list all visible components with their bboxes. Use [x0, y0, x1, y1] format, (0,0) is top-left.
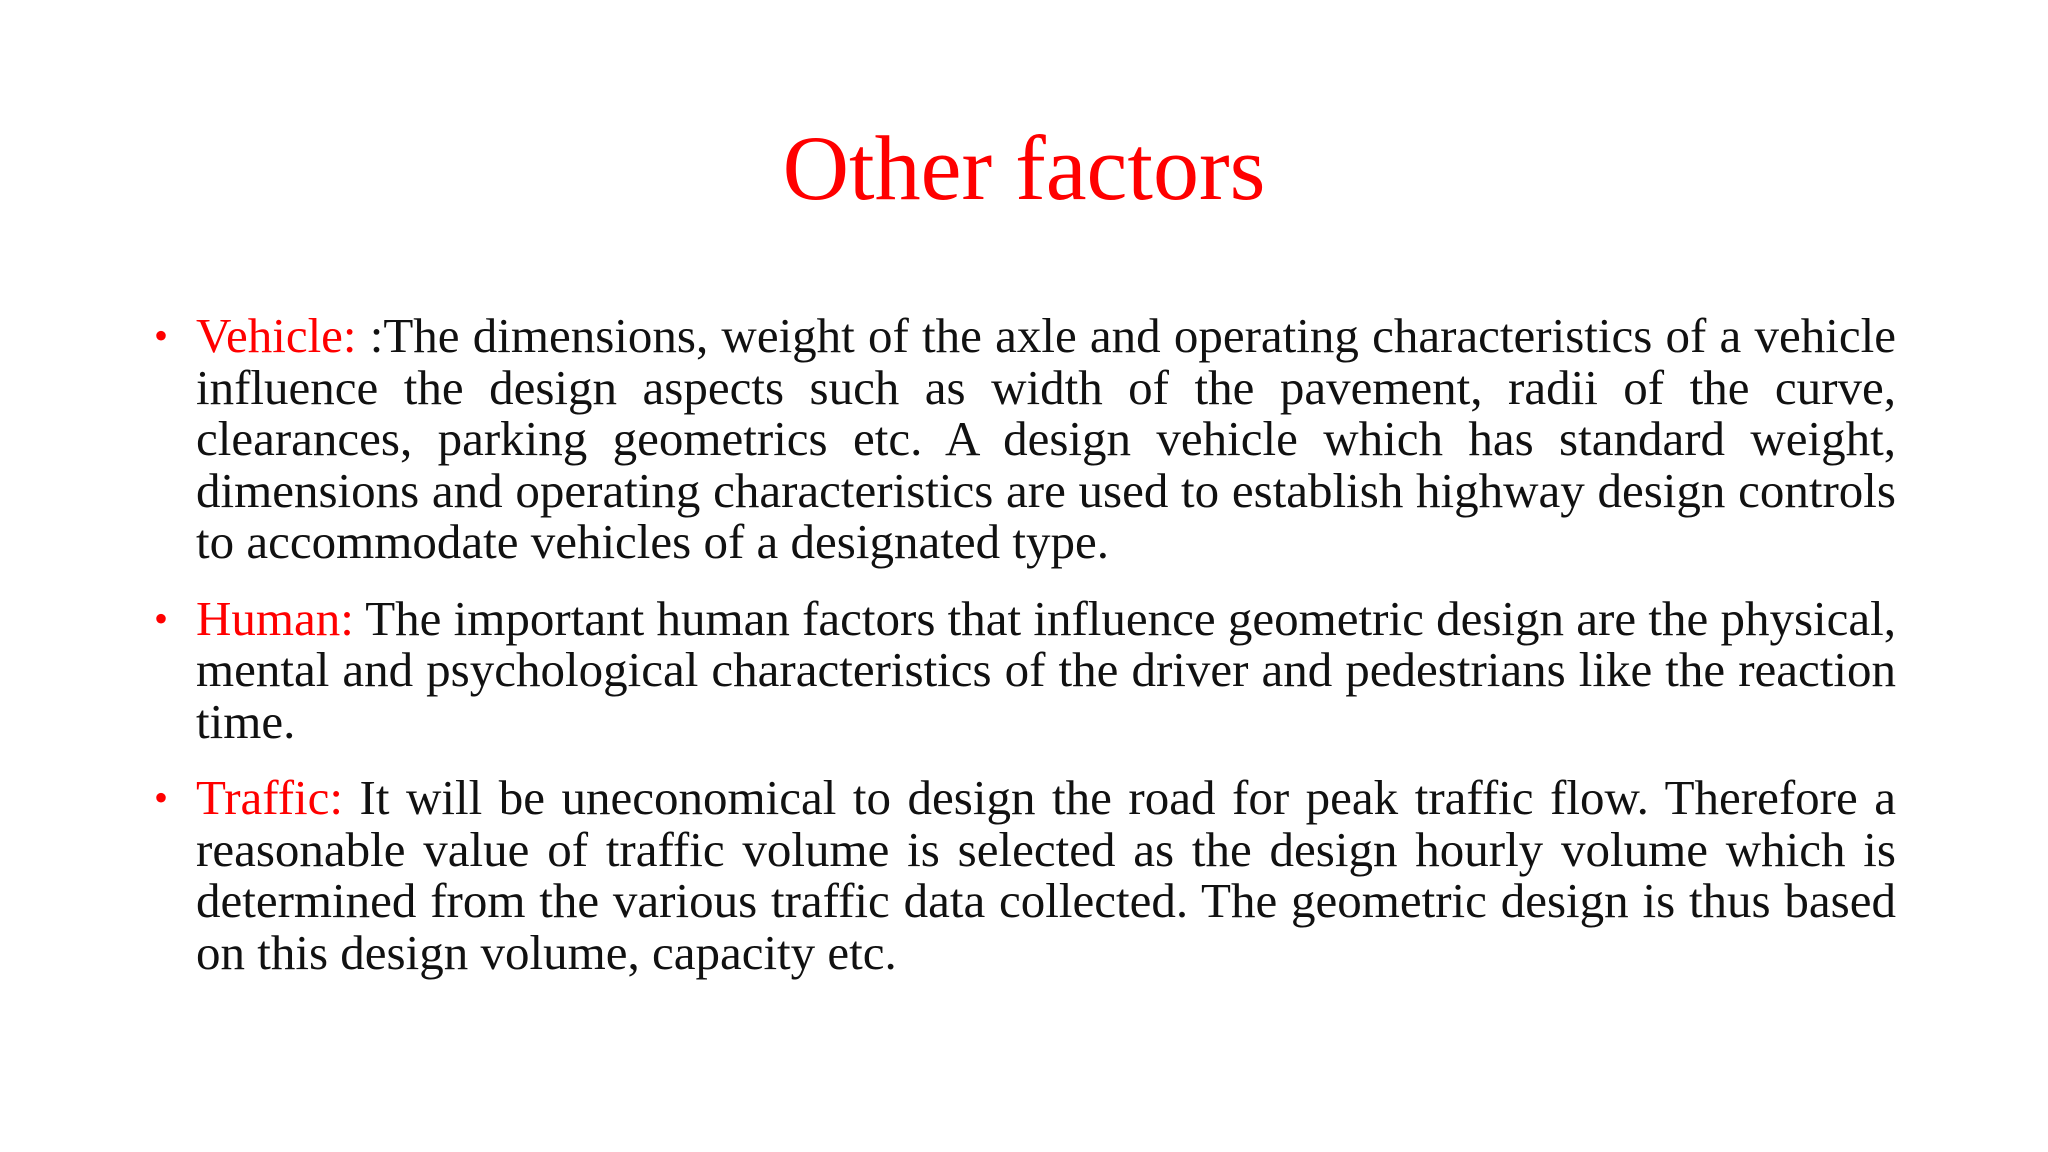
bullet-text-traffic: It will be uneconomical to design the road for peak traffic flow. Therefore a reasonable value of traffic volume is selected as the design hourly volume which is determined from the various traffic data collected. The geometric design is thus based on this design volume, capacity etc. [196, 770, 1896, 980]
bullet-vehicle [154, 308, 1896, 569]
bullet-list [154, 308, 1896, 1003]
slide-title: Other factors [782, 117, 1266, 219]
bullet-label-traffic: Traffic: [196, 770, 343, 825]
bullet-dot-icon: • [154, 775, 169, 820]
bullet-dot-icon: • [154, 313, 169, 358]
bullet-human [154, 590, 1896, 749]
bullet-text-vehicle: :The dimensions, weight of the axle and operating characteristics of a vehicle influence the design aspects such as width of the pavement, radii of the curve, clearances, parking geometrics etc. A design vehicle which has standard weight, dimensions and operating characteristics are used to establish highway design controls to accommodate vehicles of a designated type. [196, 308, 1896, 569]
bullet-label-vehicle: Vehicle: [196, 308, 357, 363]
bullet-text-human: The important human factors that influence geometric design are the physical, mental and psychological characteristics of the driver and pedestrians like the reaction time. [196, 590, 1896, 749]
bullet-dot-icon: • [154, 595, 169, 641]
bullet-traffic [154, 770, 1896, 980]
bullet-label-human: Human: [196, 590, 354, 646]
